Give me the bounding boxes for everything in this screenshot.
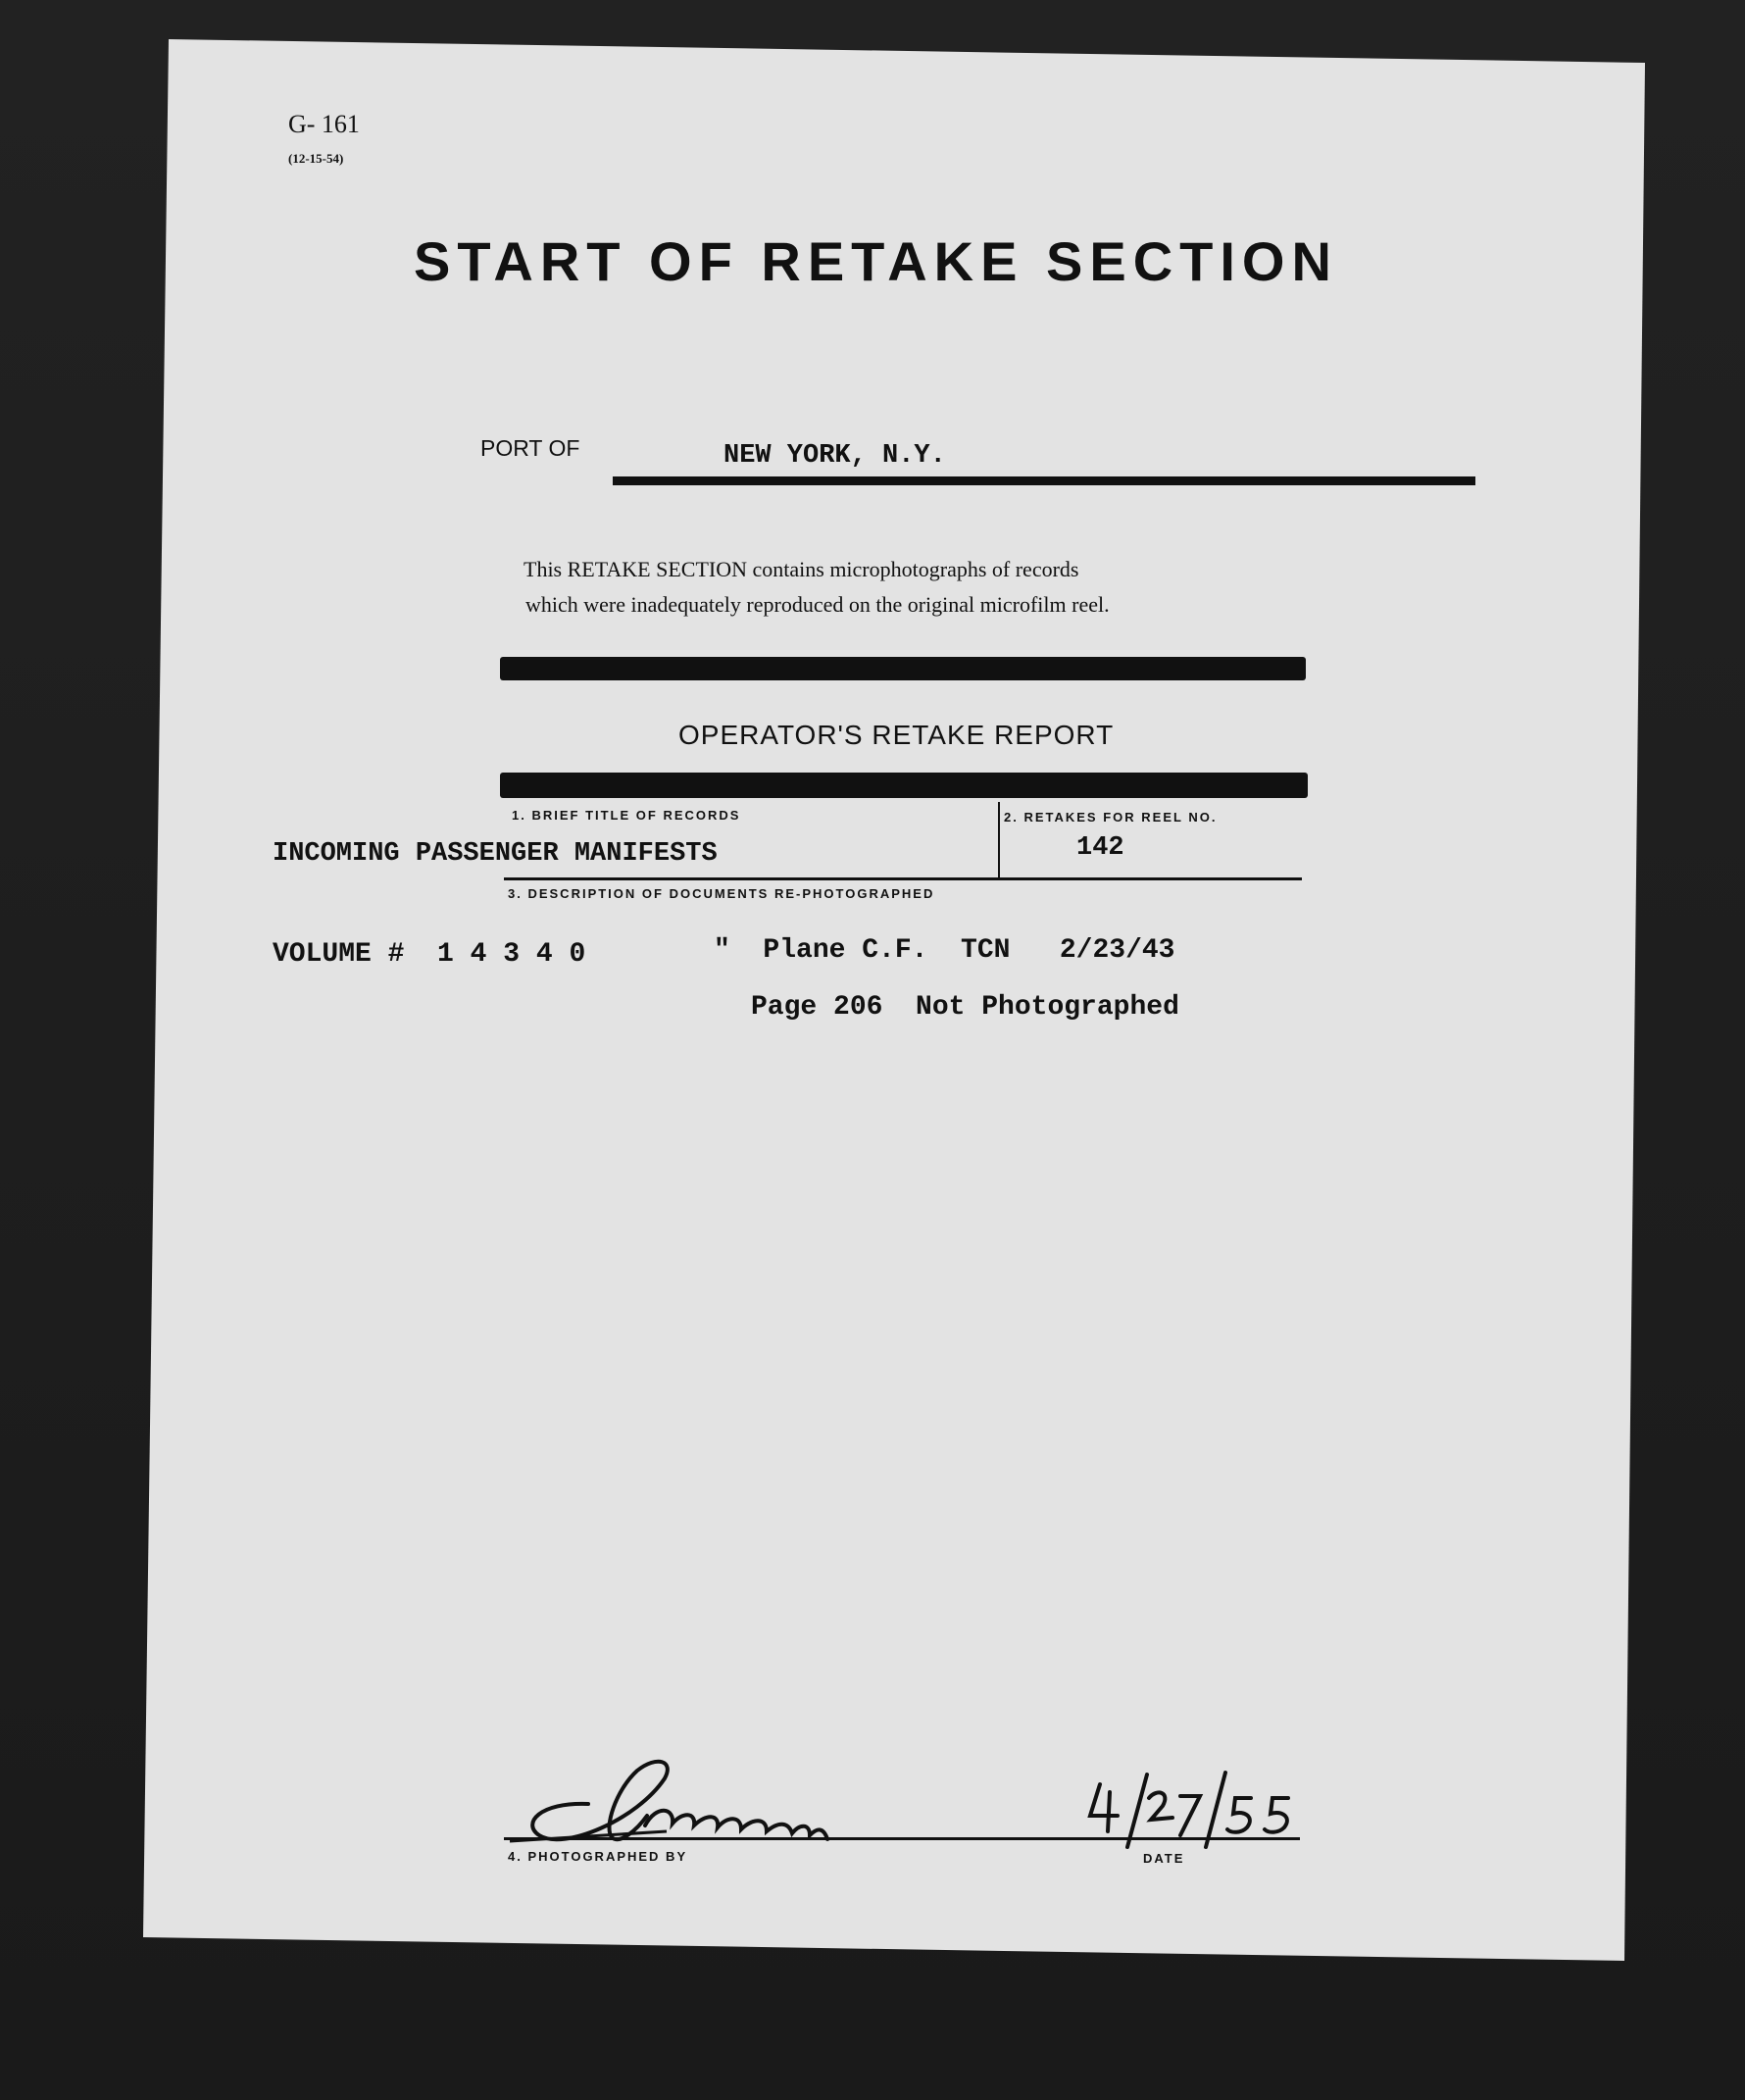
report-heading: OPERATOR'S RETAKE REPORT	[678, 720, 1115, 750]
reel-label: 2. RETAKES FOR REEL NO.	[1004, 810, 1218, 825]
notice-line-2: which were inadequately reproduced on the original microfilm reel.	[525, 592, 1110, 617]
port-label: PORT OF	[480, 435, 580, 461]
date-label: DATE	[1143, 1851, 1185, 1866]
photographed-by-line	[504, 1837, 1300, 1840]
brief-title-value: INCOMING PASSENGER MANIFESTS	[273, 839, 718, 869]
field-row-underline	[504, 877, 1302, 880]
photographed-by-label: 4. PHOTOGRAPHED BY	[508, 1849, 688, 1864]
description-label: 3. DESCRIPTION OF DOCUMENTS RE-PHOTOGRAPHED	[508, 886, 935, 901]
plane-entry: " Plane C.F. TCN 2/23/43	[714, 935, 1175, 966]
port-underline	[613, 476, 1475, 485]
divider-bar-bottom	[500, 773, 1308, 798]
field-divider-vertical	[998, 802, 1000, 878]
form-number: G- 161	[288, 110, 360, 138]
volume-entry: VOLUME # 1 4 3 4 0	[273, 939, 586, 970]
form-revision: (12-15-54)	[288, 151, 344, 166]
divider-bar-top	[500, 657, 1306, 680]
reel-value: 142	[1076, 833, 1124, 863]
page-note: Page 206 Not Photographed	[751, 992, 1179, 1023]
page-title: START OF RETAKE SECTION	[414, 230, 1338, 292]
notice-line-1: This RETAKE SECTION contains microphotographs of records	[524, 557, 1079, 581]
signature-handwritten	[510, 1743, 902, 1851]
brief-title-label: 1. BRIEF TITLE OF RECORDS	[512, 808, 741, 823]
port-value: NEW YORK, N.Y.	[723, 441, 946, 471]
